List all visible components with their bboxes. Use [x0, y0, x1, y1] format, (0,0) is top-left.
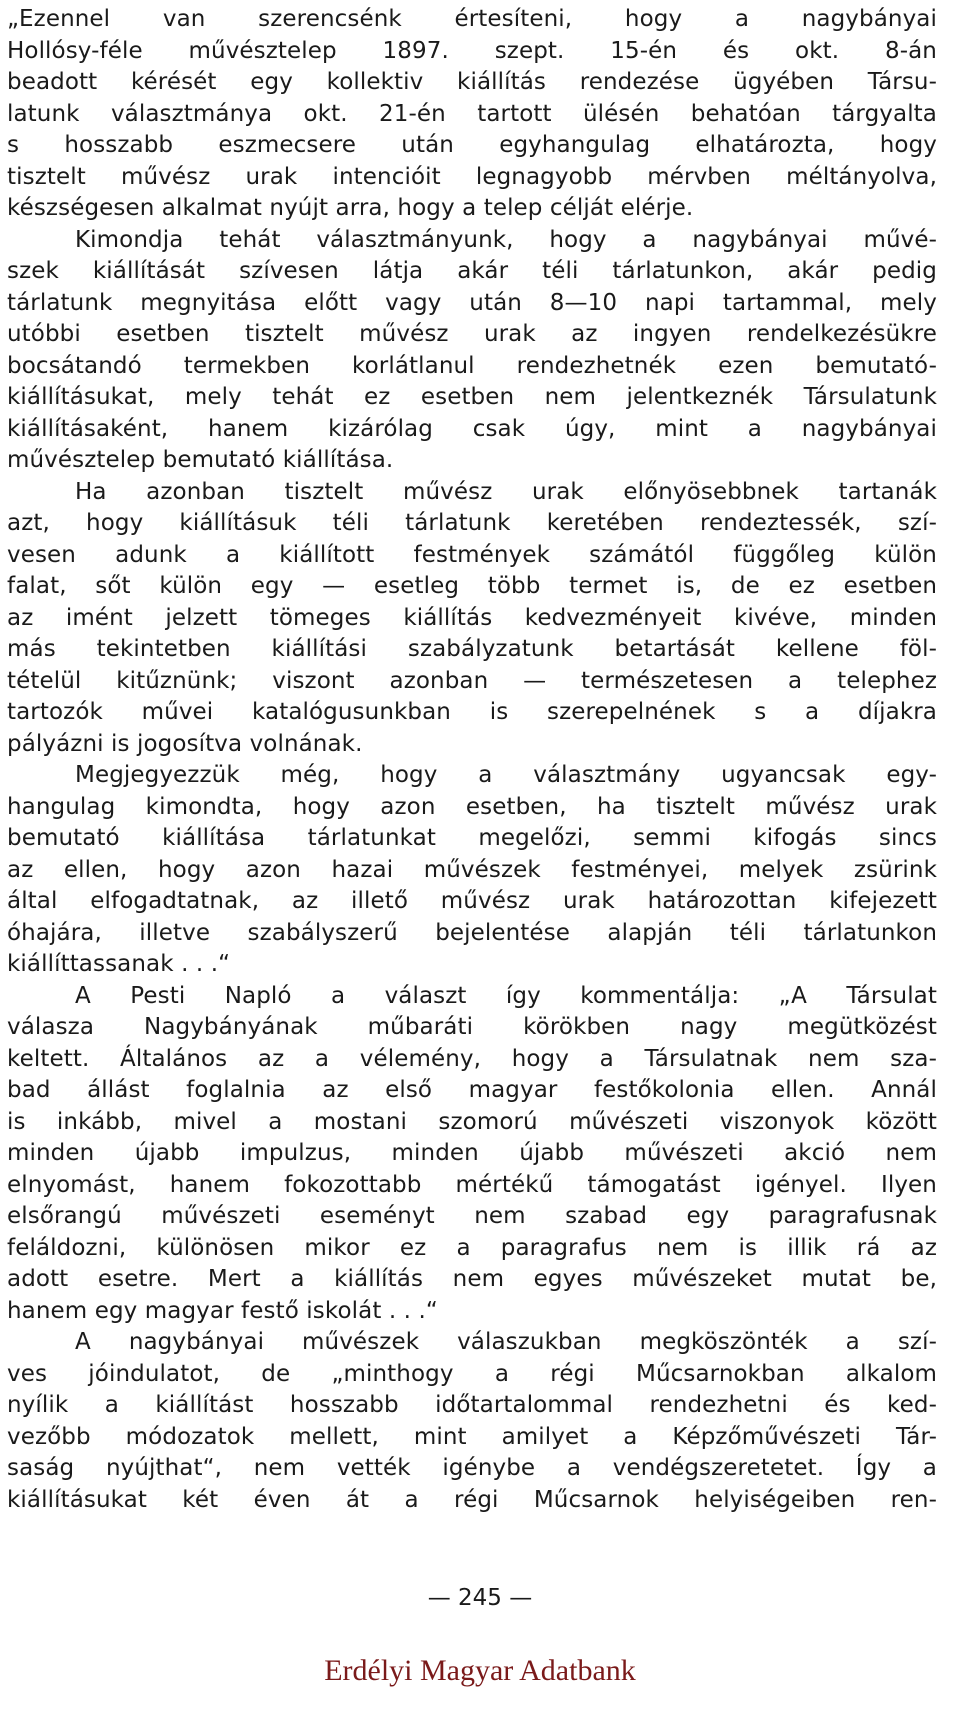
text-line: nyílik a kiállítást hosszabb időtartalommal rendezhetni és ked-	[7, 1392, 937, 1418]
text-line: tisztelt művész urak intencióit legnagyobb mérvben méltányolva,	[7, 163, 937, 190]
text-line: Ha azonban tisztelt művész urak előnyösebbnek tartanák	[75, 478, 937, 505]
text-line: kiállításukat, mely tehát ez esetben nem jelentkeznék Társulatunk	[7, 384, 937, 410]
text-line: Kimondja tehát választmányunk, hogy a nagybányai művé-	[75, 226, 937, 253]
text-line: tárlatunk megnyitása előtt vagy után 8—10 napi tartammal, mely	[7, 289, 937, 316]
text-line: Hollósy-féle művésztelep 1897. szept. 15-én és okt. 8-án	[7, 37, 937, 64]
text-line: bocsátandó termekben korlátlanul rendezhetnék ezen bemutató-	[7, 352, 937, 379]
text-line: tartozók művei katalógusunkban is szerepelnének s a díjakra	[7, 699, 937, 725]
text-line: szek kiállítását szívesen látja akár téli tárlatunkon, akár pedig	[7, 258, 937, 284]
text-line: „Ezennel van szerencsénk értesíteni, hogy a nagybányai	[7, 6, 937, 32]
text-line: bemutató kiállítása tárlatunkat megelőzi, semmi kifogás sincs	[7, 825, 937, 851]
text-line: vesen adunk a kiállított festmények számától függőleg külön	[7, 541, 937, 568]
text-line: kiállíttassanak . . .“	[7, 951, 231, 977]
text-line: művésztelep bemutató kiállítása.	[7, 447, 394, 473]
text-line: tételül kitűznünk; viszont azonban — természetesen a telephez	[7, 667, 937, 694]
text-line: ves jóindulatot, de „minthogy a régi Műcsarnokban alkalom	[7, 1360, 937, 1387]
text-line: is inkább, mivel a mostani szomorú művészeti viszonyok között	[7, 1108, 937, 1135]
text-line: elsőrangú művészeti eseményt nem szabad egy paragrafusnak	[7, 1203, 937, 1229]
text-line: saság nyújthat“, nem vették igénybe a vendégszeretetet. Így a	[7, 1455, 937, 1481]
source-footer: Erdélyi Magyar Adatbank	[324, 1654, 636, 1687]
text-line: utóbbi esetben tisztelt művész urak az ingyen rendelkezésükre	[7, 321, 937, 347]
text-line: más tekintetben kiállítási szabályzatunk betartását kellene föl-	[7, 636, 937, 662]
text-line: azt, hogy kiállításuk téli tárlatunk keretében rendeztessék, szí-	[7, 510, 937, 536]
text-line: óhajára, illetve szabályszerű bejelentése alapján téli tárlatunkon	[7, 919, 937, 946]
text-line: készségesen alkalmat nyújt arra, hogy a telep célját elérje.	[7, 195, 694, 221]
text-line: A nagybányai művészek válaszukban megköszönték a szí-	[75, 1329, 937, 1355]
page-number: — 245 —	[427, 1585, 533, 1611]
text-line: kiállításukat két éven át a régi Műcsarnok helyiségeiben ren-	[7, 1486, 937, 1513]
text-line: pályázni is jogosítva volnának.	[7, 730, 363, 757]
text-line: kiállításaként, hanem kizárólag csak úgy, mint a nagybányai	[7, 415, 937, 442]
text-line: keltett. Általános az a vélemény, hogy a Társulatnak nem sza-	[7, 1045, 937, 1072]
text-line: falat, sőt külön egy — esetleg több termet is, de ez esetben	[7, 573, 937, 599]
text-line: az ellen, hogy azon hazai művészek festményei, melyek zsürink	[7, 856, 937, 883]
text-line: hanem egy magyar festő iskolát . . .“	[7, 1297, 438, 1324]
text-line: adott esetre. Mert a kiállítás nem egyes művészeket mutat be,	[7, 1266, 937, 1292]
body-text	[7, 4, 937, 1516]
text-line: A Pesti Napló a választ így kommentálja: „A Társulat	[75, 982, 937, 1009]
text-line: elnyomást, hanem fokozottabb mértékű támogatást igényel. Ilyen	[7, 1171, 937, 1198]
text-line: válasza Nagybányának műbaráti körökben nagy megütközést	[7, 1014, 937, 1040]
text-line: beadott kérését egy kollektiv kiállítás rendezése ügyében Társu-	[7, 69, 937, 95]
text-line: az imént jelzett tömeges kiállítás kedvezményeit kivéve, minden	[7, 604, 937, 631]
text-line: s hosszabb eszmecsere után egyhangulag elhatározta, hogy	[7, 132, 937, 158]
text-line: feláldozni, különösen mikor ez a paragrafus nem is illik rá az	[7, 1234, 937, 1261]
text-line: latunk választmánya okt. 21-én tartott ülésén behatóan tárgyalta	[7, 100, 937, 127]
text-line: Megjegyezzük még, hogy a választmány ugyancsak egy-	[75, 762, 937, 788]
text-line: hangulag kimondta, hogy azon esetben, ha tisztelt művész urak	[7, 793, 937, 820]
text-line: bad állást foglalnia az első magyar festőkolonia ellen. Annál	[7, 1077, 937, 1103]
text-line: minden újabb impulzus, minden újabb művészeti akció nem	[7, 1140, 937, 1166]
text-line: vezőbb módozatok mellett, mint amilyet a Képzőművészeti Tár-	[7, 1423, 937, 1450]
text-line: által elfogadtatnak, az illető művész urak határozottan kifejezett	[7, 888, 937, 914]
